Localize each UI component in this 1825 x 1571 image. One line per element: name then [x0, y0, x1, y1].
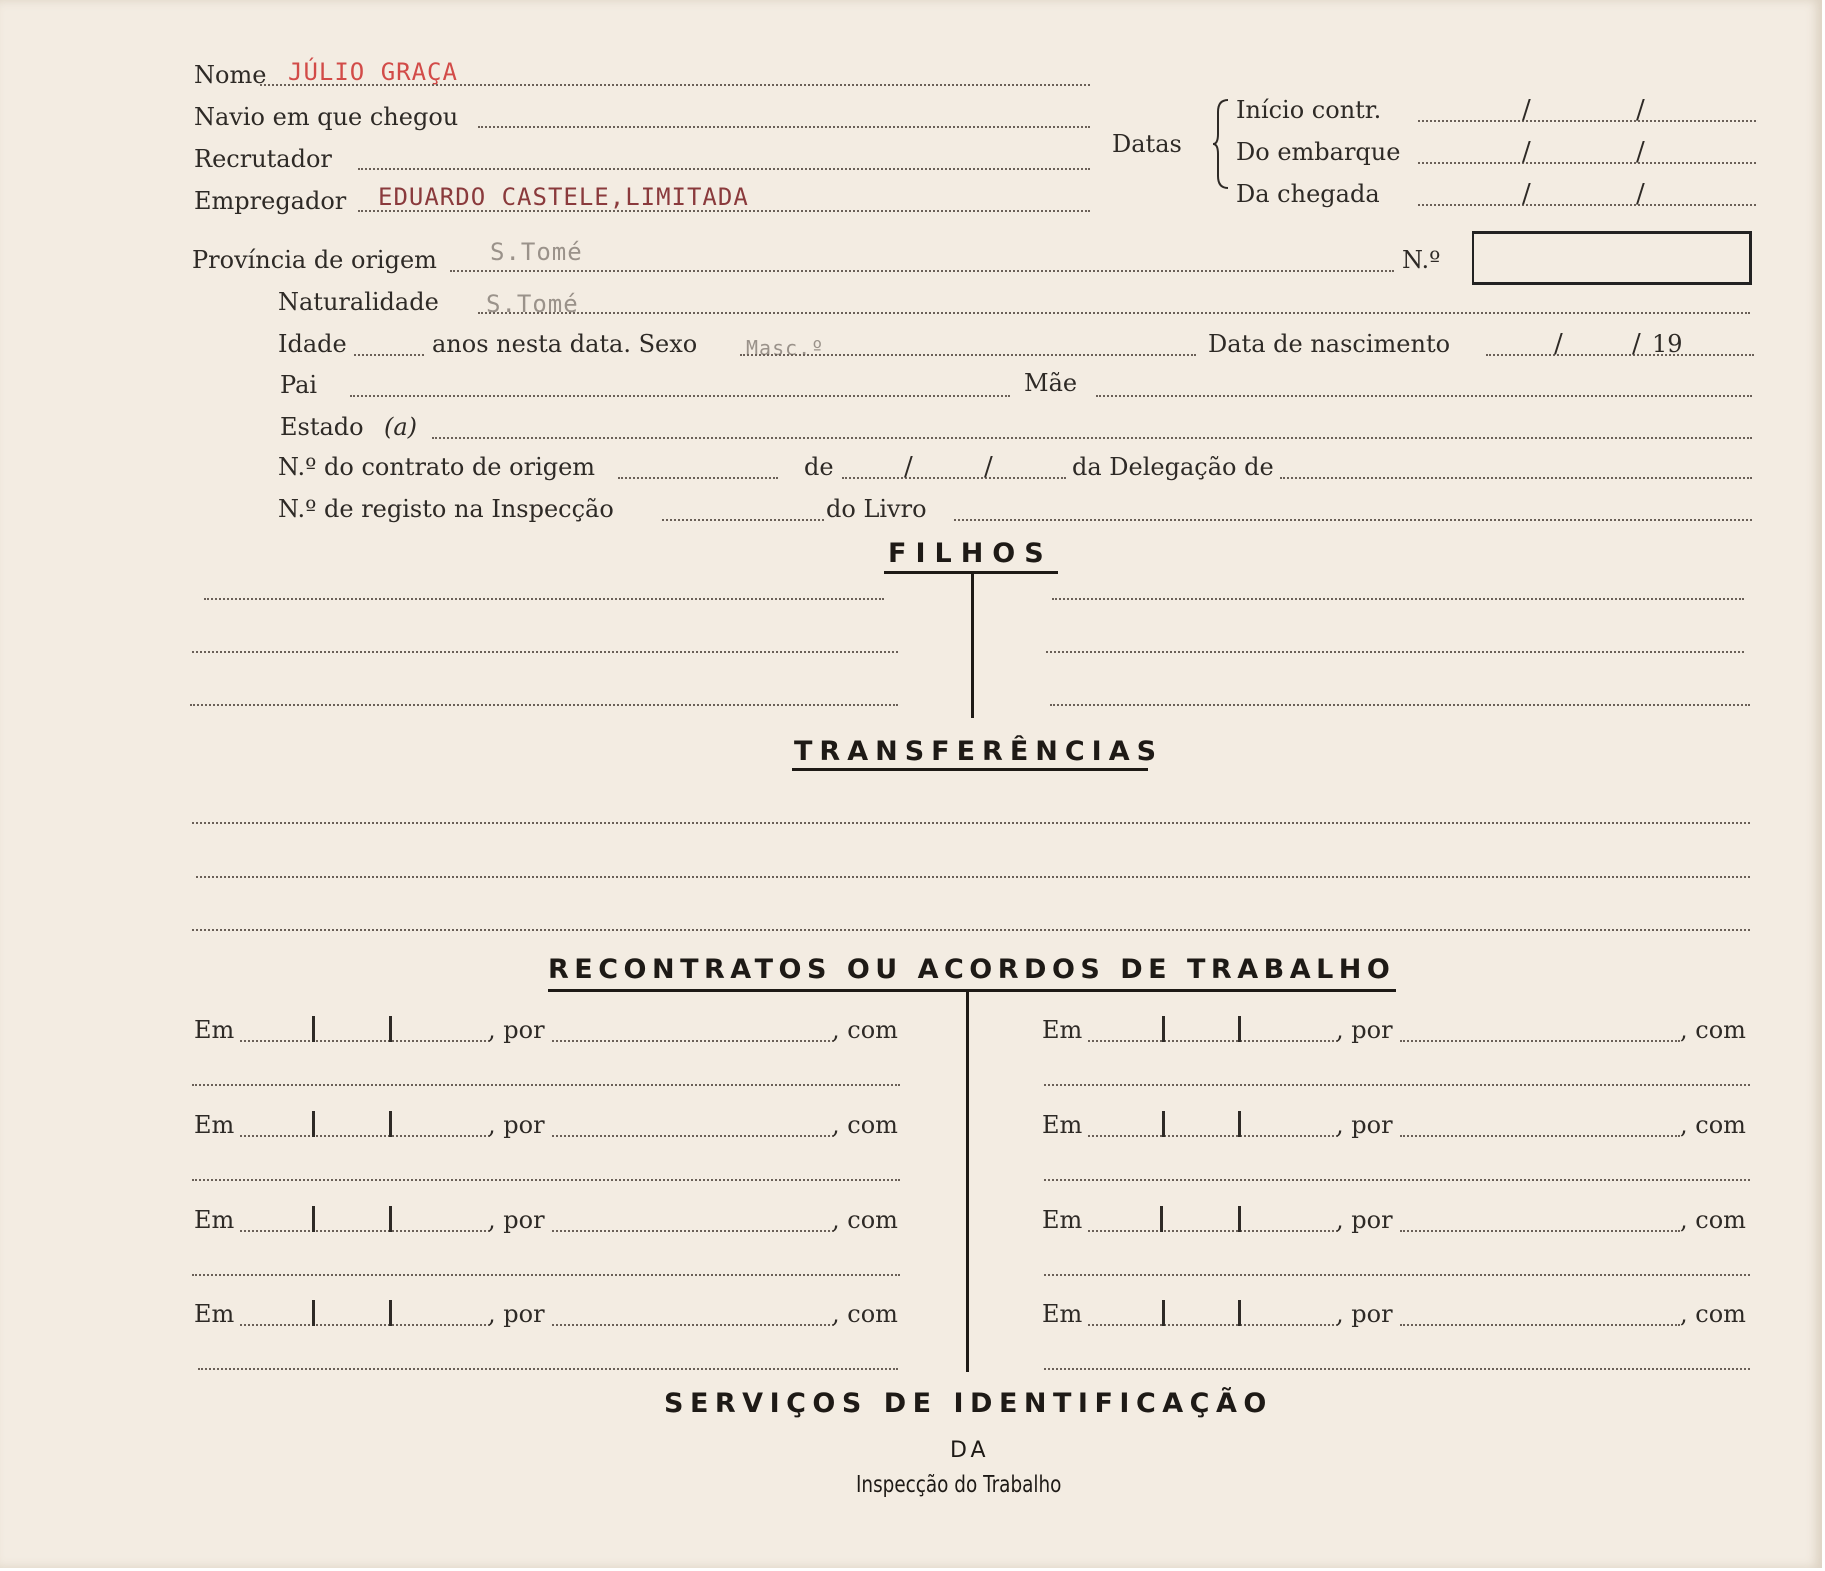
date-separator [1238, 1016, 1241, 1042]
date-separator [312, 1016, 315, 1042]
inicio-line [1418, 120, 1756, 122]
filhos-line [190, 704, 898, 706]
por-label: , por [1336, 1016, 1393, 1044]
em-date-line [240, 1230, 490, 1232]
delegacao-label: da Delegação de [1072, 453, 1274, 481]
embarque-line [1418, 162, 1756, 164]
com-label: , com [1680, 1206, 1746, 1234]
provincia-value: S.Tomé [490, 238, 583, 266]
por-label: , por [488, 1016, 545, 1044]
com-label: , com [1680, 1016, 1746, 1044]
com-line [1044, 1084, 1750, 1086]
filhos-heading: FILHOS [888, 538, 1053, 569]
por-line [1400, 1040, 1680, 1042]
por-line [552, 1230, 834, 1232]
em-label: Em [194, 1206, 235, 1234]
naturalidade-line [478, 312, 1750, 314]
recrutador-line [358, 168, 1090, 170]
idade-label: Idade [278, 330, 347, 358]
em-date-line [1088, 1324, 1338, 1326]
com-line [198, 1368, 898, 1370]
por-label: , por [488, 1111, 545, 1139]
com-label: , com [832, 1206, 898, 1234]
em-date-line [240, 1135, 490, 1137]
sexo-line [740, 354, 1196, 356]
nascimento-label: Data de nascimento [1208, 330, 1451, 358]
transferencias-heading: TRANSFERÊNCIAS [794, 736, 1164, 767]
anos-sexo-label: anos nesta data. Sexo [432, 330, 698, 358]
em-label: Em [194, 1300, 235, 1328]
contrato-line [618, 477, 778, 479]
filhos-line [1046, 651, 1744, 653]
date-separator [389, 1300, 392, 1326]
provincia-line [450, 270, 1394, 272]
date-separator [312, 1111, 315, 1137]
provincia-label: Província de origem [192, 246, 437, 274]
date-separator [1162, 1300, 1165, 1326]
com-line [1044, 1179, 1750, 1181]
contrato-slash-1: / [904, 452, 913, 482]
empregador-line [358, 210, 1090, 212]
em-date-line [240, 1040, 490, 1042]
navio-line [478, 126, 1090, 128]
por-line [1400, 1230, 1680, 1232]
em-label: Em [1042, 1300, 1083, 1328]
nome-value: JÚLIO GRAÇA [288, 58, 458, 86]
recontratos-heading: RECONTRATOS OU ACORDOS DE TRABALHO [548, 954, 1396, 985]
filhos-line [204, 598, 884, 600]
por-line [552, 1135, 834, 1137]
date-separator [1162, 1016, 1165, 1042]
por-label: , por [1336, 1300, 1393, 1328]
nascimento-line [1486, 354, 1754, 356]
recontratos-underline [548, 989, 1396, 992]
chegada-label: Da chegada [1236, 180, 1380, 208]
por-label: , por [1336, 1111, 1393, 1139]
com-label: , com [832, 1300, 898, 1328]
por-line [552, 1040, 834, 1042]
date-separator [1238, 1206, 1241, 1232]
embarque-slash-2: / [1636, 137, 1645, 167]
em-label: Em [194, 1111, 235, 1139]
por-line [1400, 1324, 1680, 1326]
inicio-label: Início contr. [1236, 96, 1382, 124]
date-separator [1238, 1111, 1241, 1137]
registo-line [662, 519, 824, 521]
livro-label: do Livro [826, 495, 927, 523]
date-separator [1238, 1300, 1241, 1326]
inicio-slash-2: / [1636, 95, 1645, 125]
com-label: , com [832, 1111, 898, 1139]
por-label: , por [488, 1206, 545, 1234]
numero-label: N.º [1402, 246, 1441, 274]
embarque-label: Do embarque [1236, 138, 1401, 166]
por-label: , por [1336, 1206, 1393, 1234]
em-label: Em [1042, 1206, 1083, 1234]
brace-icon [1212, 98, 1230, 190]
date-separator [389, 1206, 392, 1232]
em-date-line [1088, 1040, 1338, 1042]
delegacao-line [1280, 477, 1752, 479]
nascimento-slash-2: / [1632, 329, 1641, 359]
com-line [192, 1274, 900, 1276]
contrato-de-label: de [804, 453, 834, 481]
transferencias-line [192, 929, 1750, 931]
pai-line [350, 395, 1010, 397]
mae-label: Mãe [1024, 369, 1078, 397]
em-date-line [1088, 1135, 1338, 1137]
nascimento-year-prefix: 19 [1652, 330, 1683, 358]
em-date-line [240, 1324, 490, 1326]
contrato-slash-2: / [984, 452, 993, 482]
por-line [552, 1324, 834, 1326]
navio-label: Navio em que chegou [194, 103, 459, 131]
date-separator [1162, 1111, 1165, 1137]
idade-line [354, 354, 424, 356]
transferencias-line [192, 822, 1750, 824]
estado-label: Estado [280, 413, 364, 441]
com-label: , com [1680, 1111, 1746, 1139]
nascimento-slash-1: / [1554, 329, 1563, 359]
nome-label: Nome [194, 61, 267, 89]
contrato-date-line [842, 477, 1066, 479]
date-separator [389, 1111, 392, 1137]
estado-note: (a) [384, 413, 418, 441]
sexo-value: Masc.º [746, 336, 825, 360]
estado-line [432, 437, 1752, 439]
transferencias-line [196, 876, 1750, 878]
date-separator [312, 1300, 315, 1326]
chegada-slash-1: / [1522, 179, 1531, 209]
com-line [192, 1179, 900, 1181]
livro-line [954, 519, 1752, 521]
mae-line [1096, 395, 1752, 397]
date-separator [312, 1206, 315, 1232]
transferencias-underline [792, 768, 1148, 771]
filhos-line [192, 651, 898, 653]
empregador-label: Empregador [194, 187, 347, 215]
recrutador-label: Recrutador [194, 145, 332, 173]
date-separator [1160, 1206, 1163, 1232]
chegada-line [1418, 204, 1756, 206]
com-line [192, 1084, 900, 1086]
pai-label: Pai [280, 371, 318, 399]
inicio-slash-1: / [1522, 95, 1531, 125]
date-separator [389, 1016, 392, 1042]
footer-da: DA [950, 1438, 990, 1463]
por-label: , por [488, 1300, 545, 1328]
recontratos-divider [966, 992, 969, 1372]
filhos-divider [971, 574, 974, 718]
naturalidade-label: Naturalidade [278, 288, 439, 316]
filhos-line [1052, 598, 1744, 600]
footer-subtitle: Inspecção do Trabalho [856, 1472, 1062, 1498]
numero-box[interactable] [1472, 231, 1752, 285]
com-line [1044, 1368, 1750, 1370]
com-label: , com [832, 1016, 898, 1044]
chegada-slash-2: / [1636, 179, 1645, 209]
com-label: , com [1680, 1300, 1746, 1328]
em-date-line [1088, 1230, 1338, 1232]
em-label: Em [1042, 1016, 1083, 1044]
filhos-line [1050, 704, 1750, 706]
datas-label: Datas [1112, 130, 1182, 158]
footer-title: SERVIÇOS DE IDENTIFICAÇÃO [664, 1388, 1273, 1419]
nome-line [260, 84, 1090, 86]
em-label: Em [194, 1016, 235, 1044]
contrato-label: N.º do contrato de origem [278, 453, 596, 481]
em-label: Em [1042, 1111, 1083, 1139]
naturalidade-value: S.Tomé [486, 290, 579, 318]
com-line [1044, 1274, 1750, 1276]
empregador-value: EDUARDO CASTELE,LIMITADA [378, 183, 749, 211]
por-line [1400, 1135, 1680, 1137]
embarque-slash-1: / [1522, 137, 1531, 167]
registo-label: N.º de registo na Inspecção [278, 495, 614, 523]
